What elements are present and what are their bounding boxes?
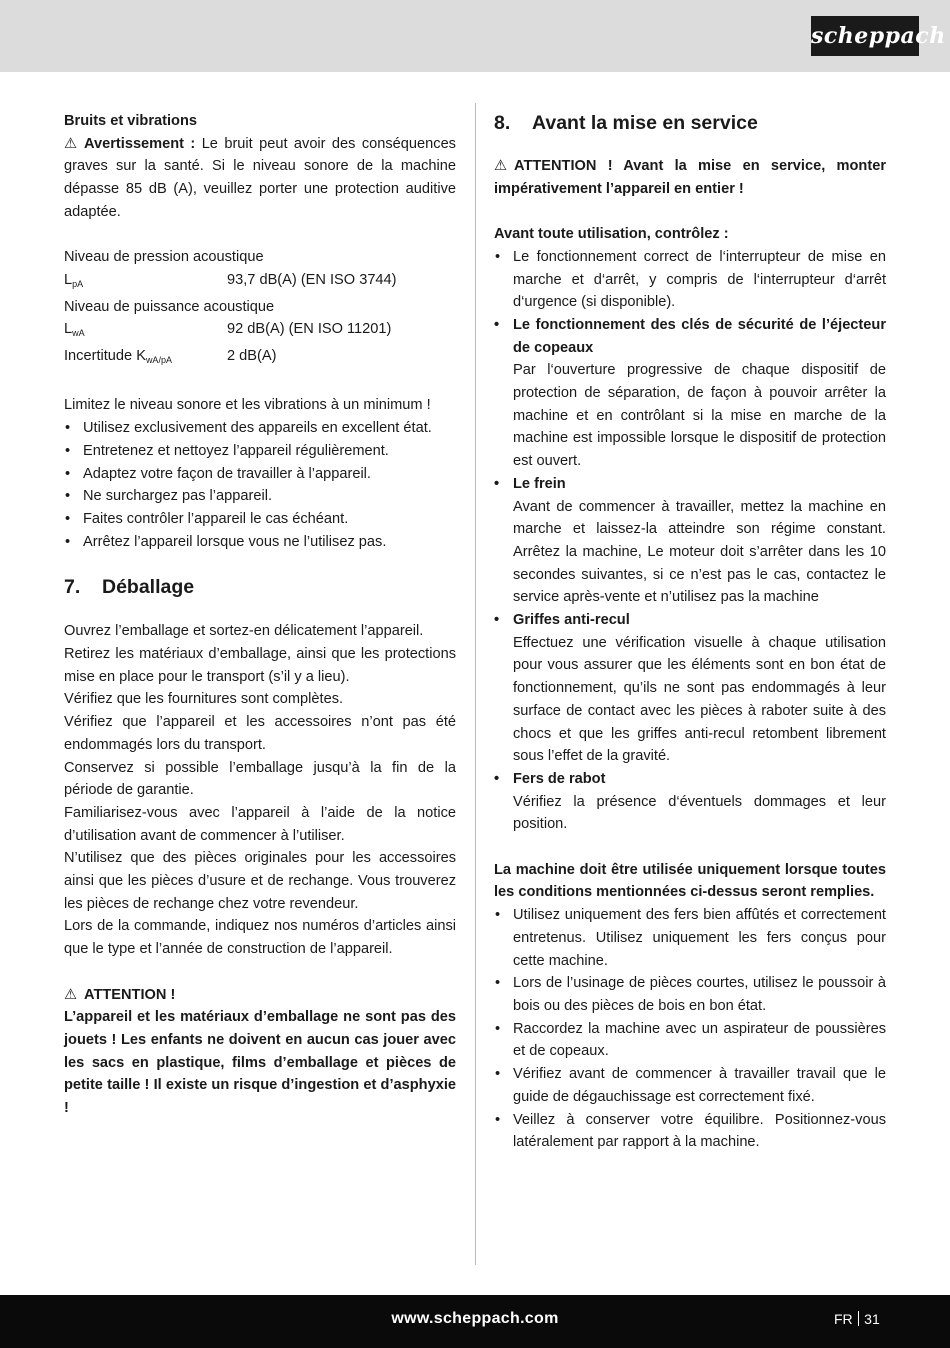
list-item: • Griffes anti-recul Effectuez une vérification visuelle à chaque utilisation pour vous assurer que les éléments sont en bon état de fonctionnement, qu’ils ne sont pas endommagés à leur surface de contact avec les pièces à raboter suite à des chocs et que les griffes anti-recul retombent librement sous l’effet de la gravité. xyxy=(494,609,886,768)
list-item: • Le frein Avant de commencer à travailler, mettez la machine en marche et laissez-la atteindre son régime constant. Arrêtez la machine, Le moteur doit s’arrêter dans les 10 secondes suivantes, si ce n’est pas le cas, contactez le service après-vente et n’utilisez pas la machine xyxy=(494,473,886,609)
list-item: • Raccordez la machine avec un aspirateur de poussières et de copeaux. xyxy=(494,1018,886,1063)
list-item: • Utilisez uniquement des fers bien affûtés et correctement entretenus. Utilisez uniquement les fers conçus pour cette machine. xyxy=(494,904,886,972)
unpack-paragraph: Conservez si possible l’emballage jusqu’à la fin de la période de garantie. xyxy=(64,759,456,799)
right-column xyxy=(494,110,886,1154)
noise-warning-text: Le bruit peut avoir des conséquences graves sur la santé. Si le niveau sonore de la machine dépasse 85 dB (A), veuillez porter une protection auditive adaptée. xyxy=(64,135,456,220)
noise-warning-label: Avertissement : xyxy=(84,135,196,152)
condition-list xyxy=(494,904,886,1154)
check-intro: Avant toute utilisation, contrôlez : xyxy=(494,226,729,243)
list-item: • Veillez à conserver votre équilibre. Positionnez-vous latéralement par rapport à la machine. xyxy=(494,1109,886,1154)
warning-triangle-icon: ⚠ xyxy=(64,986,78,1003)
limit-intro: Limitez le niveau sonore et les vibrations à un minimum ! xyxy=(64,397,431,414)
limit-list xyxy=(64,417,456,553)
list-item: • Le fonctionnement des clés de sécurité de l’éjecteur de copeaux Par l‘ouverture progressive de chaque dispositif de protection de séparation, de façon à pouvoir arrêter la machine et en contrôlant si la mise en marche de la machine est impossible lorsque le dispositif de protection est ouvert. xyxy=(494,314,886,473)
spec-lpa-value: 93,7 dB(A) (EN ISO 3744) xyxy=(227,271,397,288)
left-column xyxy=(64,110,456,1120)
unpack-paragraph: N’utilisez que des pièces originales pour les accessoires ainsi que les pièces d’usure et de rechange. Vous trouverez les pièces de rechange chez votre revendeur. xyxy=(64,850,456,912)
unpack-paragraph: Retirez les matériaux d’emballage, ainsi que les protections mise en place pour le transport (s’il y a lieu). xyxy=(64,646,456,685)
section-7-heading: 7. Déballage xyxy=(64,576,195,599)
unpack-paragraph: Vérifiez que l’appareil et les accessoires n’ont pas été endommagés lors du transport. xyxy=(64,714,456,753)
spec-uncertainty-value: 2 dB(A) xyxy=(227,348,277,365)
attention-text: L’appareil et les matériaux d’emballage ne sont pas des jouets ! Les enfants ne doivent en aucun cas jouer avec les sacs en plastique, films d’emballage et pièces de petite taille ! Il existe un risque d’ingestion et d’asphyxie ! xyxy=(64,1009,456,1117)
unpack-paragraph: Vérifiez que les fournitures sont complètes. xyxy=(64,691,344,708)
brand-logo: scheppach xyxy=(811,16,919,56)
warning-triangle-icon: ⚠ xyxy=(494,158,508,174)
spec-lpa-row: $L_{pA}$ 93,7 dB(A) (EN ISO 3744) xyxy=(64,269,456,296)
page-number: FR 31 xyxy=(834,1311,880,1327)
list-item: • Fers de rabot Vérifiez la présence d‘éventuels dommages et leur position. xyxy=(494,768,886,836)
list-item: • Le fonctionnement correct de l‘interrupteur de mise en marche et d‘arrêt, y compris de l‘interrupteur d‘arrêt d‘urgence (si disponible). xyxy=(494,246,886,314)
unpack-paragraph: Familiarisez-vous avec l’appareil à l’aide de la notice d’utilisation avant de commencer à l’utiliser. xyxy=(64,804,456,844)
list-item: • Arrêtez l’appareil lorsque vous ne l’utilisez pas. xyxy=(64,531,456,554)
header-band xyxy=(0,0,950,72)
unpack-paragraph: Ouvrez l’emballage et sortez-en délicatement l’appareil. xyxy=(64,623,424,640)
noise-warning xyxy=(64,133,456,224)
spec-lpa-heading: Niveau de pression acoustique xyxy=(64,249,264,266)
unpack-paragraph: Lors de la commande, indiquez nos numéros d’articles ainsi que le type et l’année de construction de l’appareil. xyxy=(64,918,456,958)
warning-triangle-icon: ⚠ xyxy=(64,135,78,152)
attention-setup: ⚠ ATTENTION ! Avant la mise en service, monter impérativement l’appareil en entier ! xyxy=(494,155,886,200)
list-item: • Faites contrôler l’appareil le cas échéant. xyxy=(64,508,456,531)
spec-lwa-value: 92 dB(A) (EN ISO 11201) xyxy=(227,321,392,338)
list-item: • Lors de l’usinage de pièces courtes, utilisez le poussoir à bois ou des pièces de bois en bon état. xyxy=(494,972,886,1017)
footer-website: www.scheppach.com xyxy=(391,1310,559,1327)
list-item: • Vérifiez avant de commencer à travailler travail que le guide de dégauchissage est correctement fixé. xyxy=(494,1063,886,1108)
list-item: • Adaptez votre façon de travailler à l’appareil. xyxy=(64,463,456,486)
condition-text: La machine doit être utilisée uniquement lorsque toutes les conditions mentionnées ci-dessus seront remplies. xyxy=(494,861,886,901)
check-list xyxy=(494,246,886,836)
list-item: • Utilisez exclusivement des appareils en excellent état. xyxy=(64,417,456,440)
column-divider xyxy=(475,103,476,1265)
spec-uncertainty-row: Incertitude $K_{wA/pA}$ 2 dB(A) xyxy=(64,345,456,372)
spec-lwa-row: $L_{wA}$ 92 dB(A) (EN ISO 11201) xyxy=(64,318,456,345)
list-item: • Entretenez et nettoyez l’appareil régulièrement. xyxy=(64,440,456,463)
attention-label: ⚠ ATTENTION ! xyxy=(64,984,456,1007)
section-8-heading: 8. Avant la mise en service xyxy=(494,112,758,134)
noise-title: Bruits et vibrations xyxy=(64,113,197,129)
spec-lwa-heading: Niveau de puissance acoustique xyxy=(64,298,275,315)
list-item: • Ne surchargez pas l’appareil. xyxy=(64,485,456,508)
